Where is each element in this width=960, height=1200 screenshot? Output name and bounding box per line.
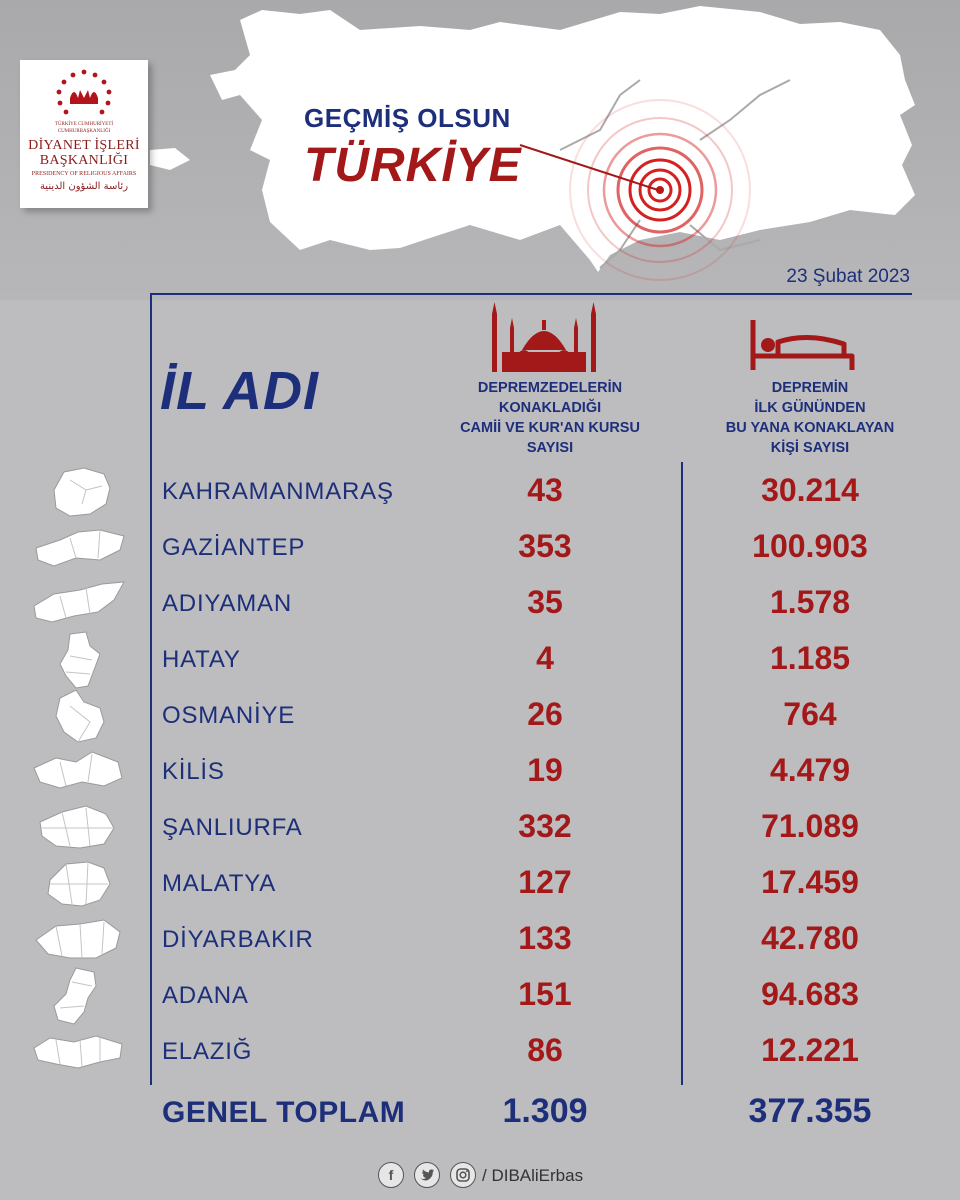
people-count: 71.089 — [761, 808, 859, 844]
column-header-cami-line: DEPREMZEDELERİN — [477, 380, 623, 396]
table-row — [0, 578, 960, 634]
people-count: 94.683 — [761, 976, 859, 1012]
table-row — [0, 802, 960, 858]
mosque-count: 4 — [536, 640, 554, 676]
mosque-count: 43 — [527, 472, 563, 508]
province-map-icon — [30, 798, 130, 858]
people-count: 1.578 — [769, 584, 851, 620]
people-count: 1.185 — [769, 640, 851, 676]
date-label: 23 Şubat 2023 — [786, 266, 910, 287]
province-map-icon — [30, 910, 130, 970]
table-row — [0, 522, 960, 578]
total-mosque-count: 1.309 — [502, 1092, 588, 1130]
province-map-icon — [30, 966, 130, 1026]
province-name: ADIYAMAN — [162, 590, 292, 617]
people-count: 17.459 — [761, 864, 859, 900]
diyanet-logo — [20, 60, 148, 208]
province-map-icon — [30, 630, 130, 690]
people-count: 30.214 — [761, 472, 859, 508]
bed-icon — [748, 318, 858, 374]
org-small-line1: TÜRKİYE CUMHURİYETİ — [54, 122, 114, 127]
table-row — [0, 858, 960, 914]
table-row — [0, 634, 960, 690]
social-handle[interactable]: / DIBAliErbas — [482, 1166, 584, 1185]
column-header-cami — [432, 378, 668, 458]
org-name-arabic: رئاسة الشؤون الدينية — [39, 181, 129, 192]
mosque-count: 86 — [527, 1032, 563, 1068]
instagram-icon[interactable] — [450, 1162, 476, 1188]
province-name: KİLİS — [162, 758, 225, 785]
table-row — [0, 746, 960, 802]
column-header-cami-line: SAYISI — [526, 440, 574, 456]
column-header-kisi-line: İLK GÜNÜNDEN — [754, 400, 866, 416]
mosque-count: 353 — [518, 528, 572, 564]
mosque-count: 26 — [527, 696, 563, 732]
province-map-icon — [30, 518, 130, 578]
column-header-kisi-line: KİŞİ SAYISI — [770, 440, 850, 456]
table-top-divider — [150, 293, 912, 295]
mosque-count: 133 — [518, 920, 572, 956]
twitter-icon[interactable] — [414, 1162, 440, 1188]
province-map-icon — [30, 574, 130, 634]
facebook-icon[interactable]: f — [378, 1162, 404, 1188]
mosque-count: 151 — [518, 976, 572, 1012]
province-map-icon — [30, 462, 130, 522]
province-name: KAHRAMANMARAŞ — [162, 478, 394, 505]
province-map-icon — [30, 1022, 130, 1082]
province-name: ELAZIĞ — [162, 1038, 253, 1065]
province-name: GAZİANTEP — [162, 534, 306, 561]
mosque-count: 127 — [518, 864, 572, 900]
province-map-icon — [30, 742, 130, 802]
diyanet-emblem-icon — [54, 68, 114, 120]
people-count: 42.780 — [761, 920, 859, 956]
title-line2: TÜRKİYE — [304, 139, 522, 192]
table-row — [0, 1026, 960, 1082]
column-header-cami-line: KONAKLADIĞI — [498, 400, 602, 416]
org-small-line2: CUMHURBAŞKANLIĞI — [57, 129, 111, 134]
people-count: 764 — [783, 696, 837, 732]
province-name: HATAY — [162, 646, 241, 673]
province-name: DİYARBAKIR — [162, 926, 314, 953]
column-header-il: İL ADI — [160, 361, 320, 421]
mosque-count: 35 — [527, 584, 563, 620]
org-name-line2: BAŞKANLIĞI — [39, 153, 129, 168]
people-count: 100.903 — [752, 528, 868, 564]
column-header-cami-line: CAMİİ VE KUR'AN KURSU — [460, 420, 640, 436]
column-header-kisi — [690, 378, 930, 458]
people-count: 12.221 — [761, 1032, 859, 1068]
province-name: MALATYA — [162, 870, 277, 897]
province-name: OSMANİYE — [162, 702, 296, 729]
province-map-icon — [30, 854, 130, 914]
mosque-count: 19 — [527, 752, 563, 788]
province-name: ADANA — [162, 982, 249, 1009]
mosque-count: 332 — [518, 808, 572, 844]
table-row — [0, 970, 960, 1026]
column-header-kisi-line: BU YANA KONAKLAYAN — [725, 420, 895, 436]
table-row — [0, 914, 960, 970]
mosque-icon — [488, 300, 600, 374]
total-people-count: 377.355 — [748, 1092, 872, 1130]
people-count: 4.479 — [769, 752, 851, 788]
province-name: ŞANLIURFA — [162, 814, 303, 841]
table-row — [0, 690, 960, 746]
org-name-english: PRESIDENCY OF RELIGIOUS AFFAIRS — [31, 171, 137, 177]
province-map-icon — [30, 686, 130, 746]
total-label: GENEL TOPLAM — [162, 1096, 406, 1129]
title-line1: GEÇMİŞ OLSUN — [304, 103, 511, 133]
column-header-kisi-line: DEPREMİN — [771, 380, 849, 396]
table-row — [0, 466, 960, 522]
org-name-line1: DİYANET İŞLERİ — [28, 138, 140, 153]
